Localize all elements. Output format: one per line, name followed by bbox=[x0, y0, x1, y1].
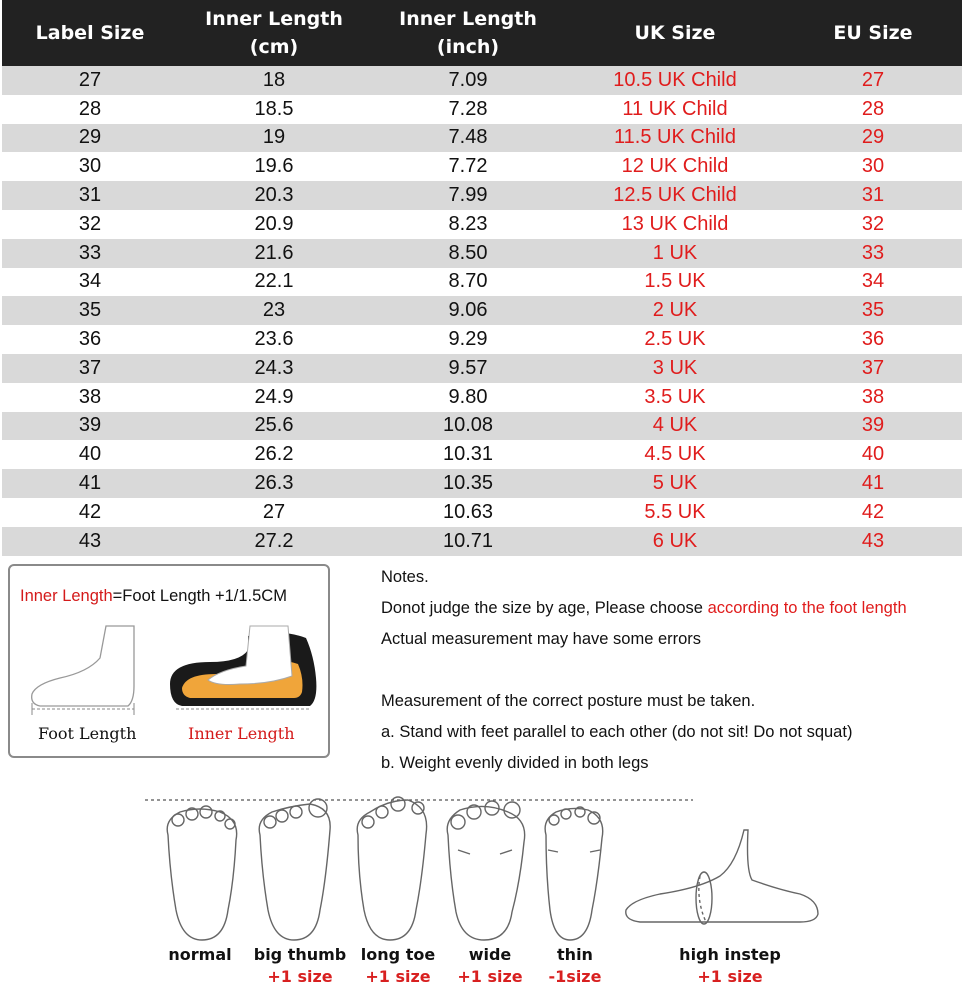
foot-type-big-thumb-label: big thumb bbox=[253, 945, 347, 964]
table-cell: 21.6 bbox=[254, 241, 294, 264]
inner-length-label: Inner Length bbox=[188, 724, 295, 743]
table-cell: 35 bbox=[78, 299, 102, 322]
table-cell: 10.71 bbox=[442, 529, 494, 552]
table-cell: 32 bbox=[78, 212, 102, 235]
table-cell: 26.2 bbox=[254, 443, 294, 466]
table-row bbox=[2, 239, 962, 268]
table-row bbox=[2, 527, 962, 556]
table-cell: 12 UK Child bbox=[621, 155, 729, 178]
header-eu-size: EU Size bbox=[833, 22, 913, 44]
table-cell: 18 bbox=[262, 68, 286, 91]
table-cell: 26.3 bbox=[254, 472, 294, 495]
table-cell: 11.5 UK Child bbox=[614, 126, 736, 149]
table-row bbox=[2, 412, 962, 441]
table-cell: 33 bbox=[78, 241, 102, 264]
table-cell: 28 bbox=[78, 97, 102, 120]
table-cell: 10.35 bbox=[442, 472, 494, 495]
table-cell: 41 bbox=[861, 472, 885, 495]
notes-line-1: Donot judge the size by age, Please choose according to the foot length bbox=[381, 599, 907, 617]
table-cell: 7.48 bbox=[448, 126, 488, 149]
table-cell: 27 bbox=[861, 68, 885, 91]
table-cell: 10.31 bbox=[442, 443, 494, 466]
table-cell: 2 UK bbox=[652, 299, 698, 322]
foot-type-thin-label: thin bbox=[557, 945, 593, 964]
foot-types-illustration bbox=[140, 790, 840, 990]
table-cell: 20.9 bbox=[254, 212, 294, 235]
table-body bbox=[2, 66, 962, 556]
table-cell: 24.9 bbox=[254, 385, 294, 408]
table-row bbox=[2, 181, 962, 210]
table-cell: 32 bbox=[861, 212, 885, 235]
table-cell: 34 bbox=[78, 270, 102, 293]
table-header bbox=[2, 0, 962, 66]
foot-type-wide-size: +1 size bbox=[457, 967, 523, 986]
table-cell: 8.23 bbox=[448, 212, 488, 235]
table-row bbox=[2, 268, 962, 297]
header-uk-size: UK Size bbox=[634, 22, 716, 44]
table-row bbox=[2, 469, 962, 498]
table-cell: 12.5 UK Child bbox=[613, 184, 737, 207]
notes-line-2: Actual measurement may have some errors bbox=[381, 630, 702, 648]
table-cell: 31 bbox=[78, 184, 102, 207]
table-cell: 7.28 bbox=[448, 97, 488, 120]
table-cell: 24.3 bbox=[254, 356, 294, 379]
table-cell: 36 bbox=[861, 328, 885, 351]
table-cell: 25.6 bbox=[254, 414, 294, 437]
table-cell: 40 bbox=[78, 443, 102, 466]
table-cell: 4.5 UK bbox=[644, 443, 706, 466]
foot-length-label: Foot Length bbox=[38, 724, 137, 743]
table-cell: 27 bbox=[78, 68, 102, 91]
table-cell: 40 bbox=[861, 443, 885, 466]
table-row bbox=[2, 383, 962, 412]
table-cell: 38 bbox=[78, 385, 102, 408]
table-cell: 33 bbox=[861, 241, 885, 264]
table-cell: 5 UK bbox=[652, 472, 698, 495]
foot-type-normal-label: normal bbox=[168, 945, 232, 964]
table-cell: 9.57 bbox=[448, 356, 488, 379]
table-cell: 42 bbox=[861, 500, 885, 523]
table-cell: 29 bbox=[861, 126, 885, 149]
table-cell: 23.6 bbox=[254, 328, 294, 351]
table-row bbox=[2, 440, 962, 469]
table-cell: 10.63 bbox=[442, 500, 494, 523]
table-cell: 1 UK bbox=[652, 241, 698, 264]
table-cell: 7.09 bbox=[448, 68, 488, 91]
inner-length-diagram bbox=[8, 564, 330, 758]
table-cell: 2.5 UK bbox=[644, 328, 706, 351]
notes-section bbox=[381, 562, 907, 779]
table-row bbox=[2, 95, 962, 124]
table-row bbox=[2, 498, 962, 527]
table-cell: 23 bbox=[262, 299, 286, 322]
table-cell: 39 bbox=[78, 414, 102, 437]
table-cell: 9.80 bbox=[448, 385, 488, 408]
notes-heading: Notes. bbox=[381, 568, 429, 586]
header-inner-length-cm: Inner Length (cm) bbox=[205, 8, 343, 58]
table-row bbox=[2, 124, 962, 153]
table-cell: 8.50 bbox=[448, 241, 488, 264]
diagram-title: Inner Length=Foot Length +1/1.5CM bbox=[20, 587, 287, 605]
table-cell: 9.06 bbox=[448, 299, 488, 322]
table-cell: 37 bbox=[861, 356, 885, 379]
table-cell: 11 UK Child bbox=[622, 97, 728, 120]
notes-line-4: a. Stand with feet parallel to each other (do not sit! Do not squat) bbox=[381, 723, 853, 741]
table-cell: 1.5 UK bbox=[644, 270, 706, 293]
table-cell: 19.6 bbox=[254, 155, 294, 178]
header-label-size: Label Size bbox=[35, 22, 145, 44]
table-cell: 37 bbox=[78, 356, 102, 379]
table-cell: 43 bbox=[861, 529, 885, 552]
table-cell: 39 bbox=[861, 414, 885, 437]
foot-type-high-instep-label: high instep bbox=[679, 945, 781, 964]
foot-type-big-thumb-size: +1 size bbox=[267, 967, 333, 986]
foot-type-wide-label: wide bbox=[468, 945, 512, 964]
table-cell: 42 bbox=[78, 500, 102, 523]
table-row bbox=[2, 152, 962, 181]
table-cell: 7.72 bbox=[448, 155, 488, 178]
notes-line-5: b. Weight evenly divided in both legs bbox=[381, 754, 649, 772]
table-cell: 41 bbox=[78, 472, 102, 495]
table-row bbox=[2, 296, 962, 325]
table-row bbox=[2, 354, 962, 383]
table-cell: 5.5 UK bbox=[644, 500, 706, 523]
table-cell: 6 UK bbox=[652, 529, 698, 552]
table-cell: 9.29 bbox=[448, 328, 488, 351]
table-cell: 10.08 bbox=[442, 414, 494, 437]
table-cell: 3.5 UK bbox=[644, 385, 706, 408]
notes-line-3: Measurement of the correct posture must be taken. bbox=[381, 692, 756, 710]
table-row bbox=[2, 66, 962, 95]
table-cell: 29 bbox=[78, 126, 102, 149]
table-cell: 19 bbox=[262, 126, 286, 149]
table-cell: 18.5 bbox=[254, 97, 294, 120]
table-cell: 28 bbox=[861, 97, 885, 120]
table-row bbox=[2, 325, 962, 354]
table-cell: 30 bbox=[78, 155, 102, 178]
table-cell: 10.5 UK Child bbox=[613, 68, 737, 91]
table-cell: 31 bbox=[861, 184, 885, 207]
table-cell: 22.1 bbox=[254, 270, 294, 293]
foot-type-thin-size: -1size bbox=[548, 967, 602, 986]
foot-type-high-instep-size: +1 size bbox=[697, 967, 763, 986]
foot-type-long-toe-label: long toe bbox=[360, 945, 436, 964]
foot-type-long-toe-size: +1 size bbox=[365, 967, 431, 986]
table-cell: 7.99 bbox=[448, 184, 488, 207]
table-cell: 34 bbox=[861, 270, 885, 293]
table-row bbox=[2, 210, 962, 239]
table-cell: 27.2 bbox=[254, 529, 294, 552]
table-cell: 43 bbox=[78, 529, 102, 552]
table-cell: 35 bbox=[861, 299, 885, 322]
size-chart-table bbox=[2, 0, 962, 556]
table-cell: 38 bbox=[861, 385, 885, 408]
table-cell: 8.70 bbox=[448, 270, 488, 293]
table-cell: 36 bbox=[78, 328, 102, 351]
table-cell: 20.3 bbox=[254, 184, 294, 207]
table-cell: 4 UK bbox=[652, 414, 698, 437]
table-cell: 27 bbox=[262, 500, 286, 523]
table-cell: 13 UK Child bbox=[621, 212, 729, 235]
header-inner-length-inch: Inner Length (inch) bbox=[399, 8, 537, 58]
table-cell: 3 UK bbox=[652, 356, 698, 379]
table-cell: 30 bbox=[861, 155, 885, 178]
